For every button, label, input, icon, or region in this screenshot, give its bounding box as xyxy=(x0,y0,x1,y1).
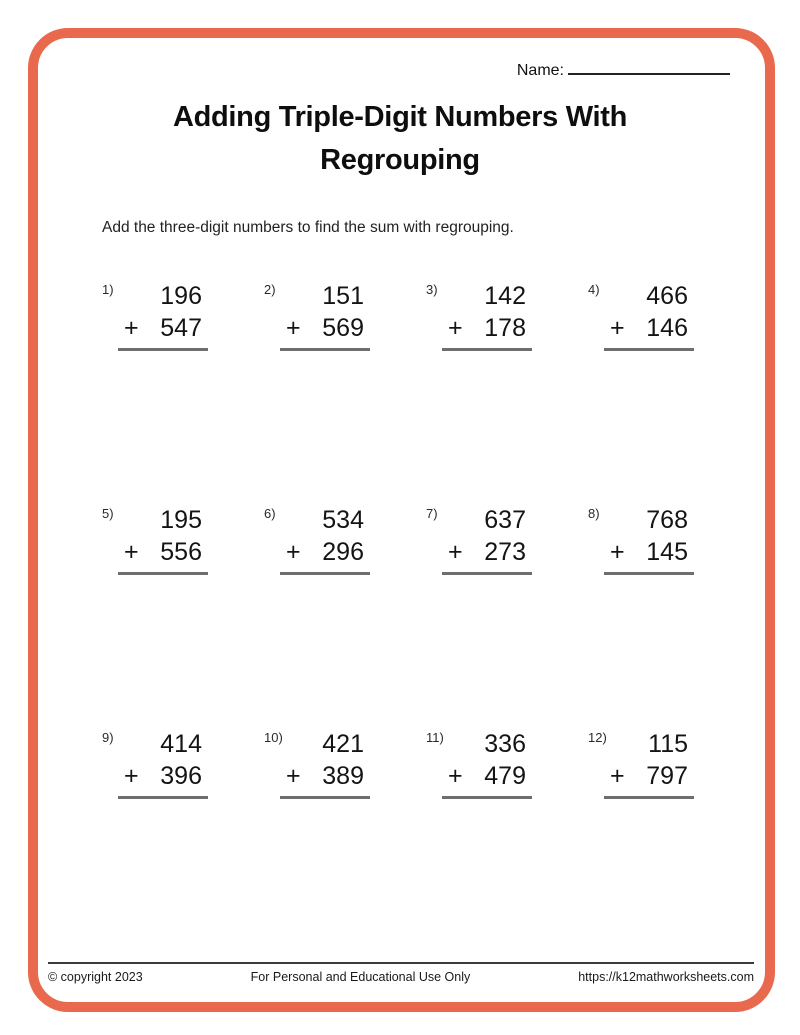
addition-stack xyxy=(284,729,366,799)
addition-stack xyxy=(608,281,690,351)
problem-number: 6) xyxy=(264,506,276,521)
addition-stack xyxy=(446,505,528,575)
problem-6 xyxy=(262,505,424,729)
plus-operator: + xyxy=(610,314,625,342)
plus-operator: + xyxy=(286,538,301,566)
addend-top: 414 xyxy=(160,730,202,758)
answer-line xyxy=(118,348,208,351)
footer xyxy=(48,970,754,984)
answer-line xyxy=(442,572,532,575)
problem-number: 1) xyxy=(102,282,114,297)
answer-line xyxy=(604,796,694,799)
answer-line xyxy=(118,572,208,575)
addend-bottom: 479 xyxy=(484,762,526,790)
problem-number: 7) xyxy=(426,506,438,521)
addend-top: 466 xyxy=(646,282,688,310)
name-blank-line xyxy=(568,58,730,75)
addition-stack xyxy=(284,281,366,351)
addend-bottom: 547 xyxy=(160,314,202,342)
problem-number: 2) xyxy=(264,282,276,297)
answer-line xyxy=(118,796,208,799)
addend-top: 142 xyxy=(484,282,526,310)
addend-top: 115 xyxy=(648,730,688,758)
plus-operator: + xyxy=(610,538,625,566)
name-row xyxy=(517,58,730,80)
plus-operator: + xyxy=(124,538,139,566)
footer-copyright: © copyright 2023 xyxy=(48,970,143,984)
problem-number: 4) xyxy=(588,282,600,297)
addend-bottom: 569 xyxy=(322,314,364,342)
problem-number: 8) xyxy=(588,506,600,521)
problem-7 xyxy=(424,505,586,729)
addition-stack xyxy=(608,729,690,799)
problem-11 xyxy=(424,729,586,953)
addition-stack xyxy=(122,729,204,799)
answer-line xyxy=(442,796,532,799)
addition-stack xyxy=(608,505,690,575)
problem-number: 3) xyxy=(426,282,438,297)
problem-9 xyxy=(100,729,262,953)
addend-top: 196 xyxy=(160,282,202,310)
problem-number: 12) xyxy=(588,730,607,745)
problem-1 xyxy=(100,281,262,505)
addend-bottom: 178 xyxy=(484,314,526,342)
problem-3 xyxy=(424,281,586,505)
problem-number: 9) xyxy=(102,730,114,745)
instructions-text: Add the three-digit numbers to find the sum with regrouping. xyxy=(102,219,514,236)
problem-2 xyxy=(262,281,424,505)
footer-divider xyxy=(48,962,754,964)
page-title-line2: Regrouping xyxy=(320,144,480,176)
answer-line xyxy=(604,348,694,351)
addend-bottom: 396 xyxy=(160,762,202,790)
addition-stack xyxy=(284,505,366,575)
problem-5 xyxy=(100,505,262,729)
addition-stack xyxy=(446,281,528,351)
addend-bottom: 389 xyxy=(322,762,364,790)
addend-top: 336 xyxy=(484,730,526,758)
problem-number: 10) xyxy=(264,730,283,745)
problem-number: 5) xyxy=(102,506,114,521)
addend-bottom: 556 xyxy=(160,538,202,566)
plus-operator: + xyxy=(124,314,139,342)
plus-operator: + xyxy=(448,762,463,790)
answer-line xyxy=(604,572,694,575)
addend-top: 421 xyxy=(322,730,364,758)
addend-bottom: 296 xyxy=(322,538,364,566)
addend-bottom: 273 xyxy=(484,538,526,566)
plus-operator: + xyxy=(610,762,625,790)
addend-bottom: 145 xyxy=(646,538,688,566)
addition-stack xyxy=(446,729,528,799)
page-title-line1: Adding Triple-Digit Numbers With xyxy=(172,101,628,133)
plus-operator: + xyxy=(448,314,463,342)
addend-top: 768 xyxy=(646,506,688,534)
problem-8 xyxy=(586,505,748,729)
name-label: Name: xyxy=(516,62,564,79)
problem-10 xyxy=(262,729,424,953)
problem-number: 11) xyxy=(426,730,444,745)
answer-line xyxy=(280,572,370,575)
footer-usage-note: For Personal and Educational Use Only xyxy=(250,970,471,984)
answer-line xyxy=(280,348,370,351)
addend-top: 534 xyxy=(322,506,364,534)
problem-4 xyxy=(586,281,748,505)
plus-operator: + xyxy=(124,762,139,790)
addend-bottom: 146 xyxy=(646,314,688,342)
plus-operator: + xyxy=(448,538,463,566)
answer-line xyxy=(280,796,370,799)
page-title xyxy=(0,96,800,182)
footer-url: https://k12mathworksheets.com xyxy=(578,970,754,984)
problem-12 xyxy=(586,729,748,953)
plus-operator: + xyxy=(286,762,301,790)
answer-line xyxy=(442,348,532,351)
plus-operator: + xyxy=(286,314,301,342)
problems-grid xyxy=(100,281,748,953)
addend-top: 195 xyxy=(160,506,202,534)
addition-stack xyxy=(122,505,204,575)
addend-bottom: 797 xyxy=(646,762,688,790)
addend-top: 151 xyxy=(322,282,364,310)
addend-top: 637 xyxy=(484,506,526,534)
addition-stack xyxy=(122,281,204,351)
